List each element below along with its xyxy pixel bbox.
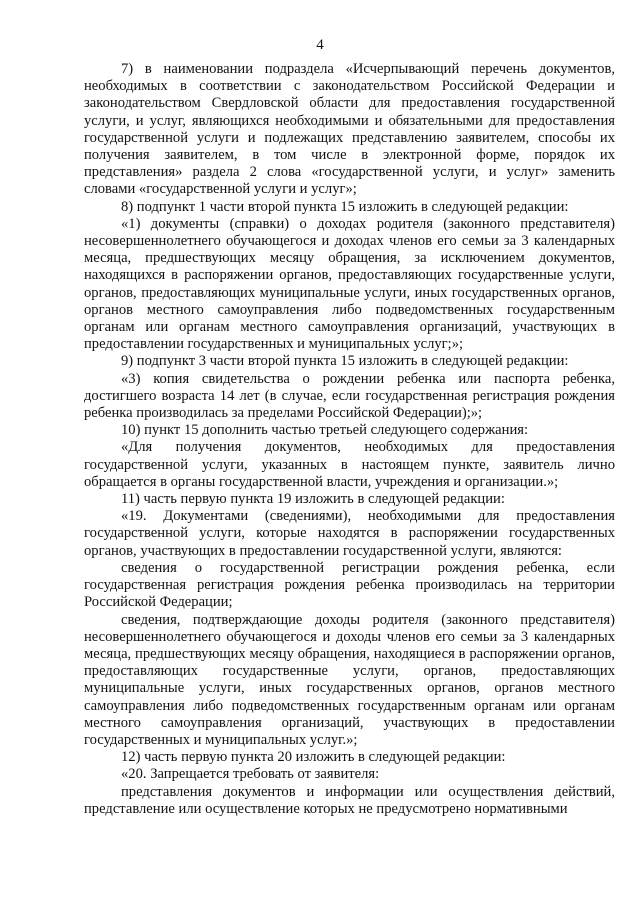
- paragraph-9-subitem-3: «3) копия свидетельства о рождении ребенка или паспорта ребенка, достигшего возраста 14 лет (в случае, если государственная регистрация рождения ребенка производилась за пределами Российской Федерации);»;: [84, 370, 615, 422]
- paragraph-8-intro: 8) подпункт 1 части второй пункта 15 изложить в следующей редакции:: [121, 198, 569, 215]
- paragraph-11-intro: 11) часть первую пункта 19 изложить в следующей редакции:: [121, 491, 505, 508]
- paragraph-12-item-20: «20. Запрещается требовать от заявителя:: [121, 766, 380, 783]
- document-body: [84, 61, 615, 818]
- paragraph-10-part-3: «Для получения документов, необходимых для предоставления государственной услуги, указанных в настоящем пункте, заявитель лично обращается в органы государственной власти, учреждения и организации.»;: [84, 439, 615, 490]
- paragraph-8-subitem-1: «1) документы (справки) о доходах родителя (законного представителя) несовершеннолетнего обучающегося и доходах членов его семьи за 3 календарных месяца, предшествующих месяцу обращения, за исключением документов, находящихся в распоряжении органов, предоставляющих государственные услуги, органов, предоставляющих муниципальные услуги, иных государственных органов, органов местного самоуправления либо подведомственных государственным органам или органам местного самоуправления организаций, участвующих в предоставлении государственных и муниципальных услуг;»;: [84, 215, 615, 353]
- paragraph-12-intro: 12) часть первую пункта 20 изложить в следующей редакции:: [121, 749, 506, 766]
- paragraph-11-birth-info: сведения о государственной регистрации рождения ребенка, если государственная регистрация рождения ребенка производилась на территории Российской Федерации;: [84, 559, 615, 611]
- page-number: 4: [316, 37, 324, 53]
- paragraph-12-continuation: представления документов и информации или осуществления действий, представление или осуществление которых не предусмотрено нормативными: [84, 783, 615, 817]
- paragraph-10-intro: 10) пункт 15 дополнить частью третьей следующего содержания:: [121, 422, 529, 439]
- paragraph-11-income-info: сведения, подтверждающие доходы родителя (законного представителя) несовершеннолетнего обучающегося и доходы членов его семьи за 3 календарных месяца, предшествующих месяцу обращения, находящиеся в распоряжении органов, предоставляющих государственные услуги, органов, предоставляющих муниципальные услуги, иных государственных органов, органов местного самоуправления либо подведомственных государственным органам или органам местного самоуправления организаций, участвующих в предоставлении государственных и муниципальных услуг.»;: [84, 611, 615, 748]
- paragraph-11-item-19: «19. Документами (сведениями), необходимыми для предоставления государственной услуги, которые находятся в распоряжении государственных органов, участвующих в предоставлении государственной услуги, являются:: [84, 508, 615, 559]
- paragraph-7-heading-rename: 7) в наименовании подраздела «Исчерпывающий перечень документов, необходимых в соответствии с законодательством Российской Федерации и законодательством Свердловской области для предоставления государственной услуги, и услуг, являющихся необходимыми и обязательными для предоставления государственной услуги и подлежащих представлению заявителем, способы их получения заявителем, в том числе в электронной форме, порядок их представления» раздела 2 слова «государственной услуги, и услуг» заменить словами «государственной услуги и услуг»;: [84, 61, 615, 198]
- paragraph-9-intro: 9) подпункт 3 части второй пункта 15 изложить в следующей редакции:: [121, 353, 569, 370]
